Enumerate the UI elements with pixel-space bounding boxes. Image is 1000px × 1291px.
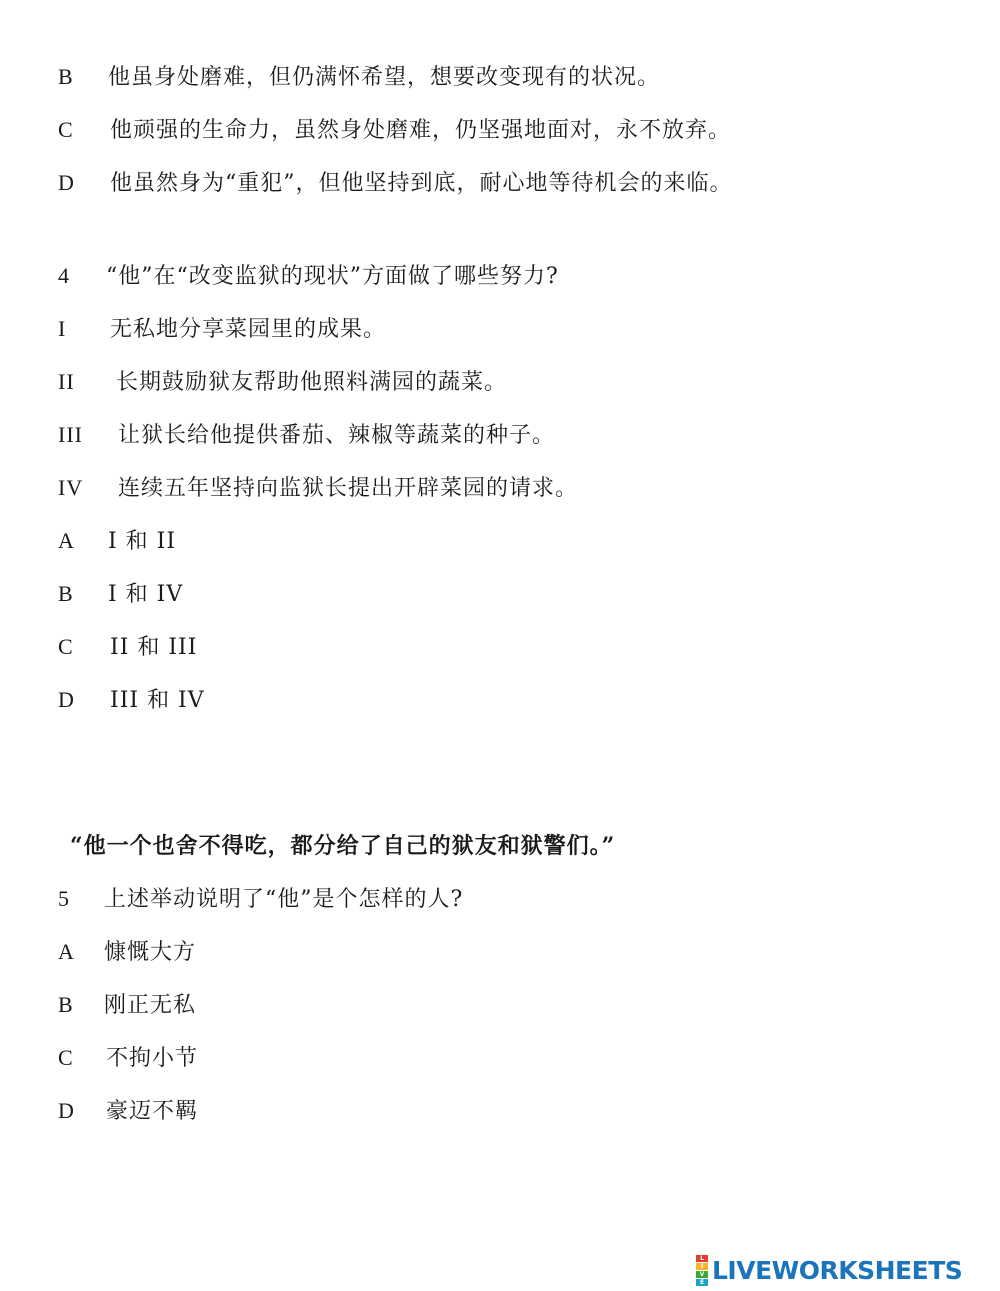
logo-block-l: L [696,1255,708,1262]
q4-number: 4 [58,263,70,288]
q5-question-text: 上述举动说明了“他”是个怎样的人? [104,887,464,912]
q4-option-c-label: C [58,634,74,659]
q5-option-c[interactable] [58,1043,198,1074]
q4-statement-iii [58,420,555,451]
logo-block-v: V [696,1271,708,1278]
q4-statement-iv-text: 连续五年坚持向监狱长提出开辟菜园的请求。 [118,476,579,501]
q4-statement-ii-text: 长期鼓励狱友帮助他照料满园的蔬菜。 [116,370,508,395]
q4-option-d-label: D [58,687,75,712]
liveworksheets-logo [696,1255,962,1285]
q4-question [58,261,559,292]
q4-statement-i-label: I [58,316,67,341]
q5-option-b-text: 刚正无私 [104,993,197,1018]
q4-option-b-text: I 和 IV [108,582,184,607]
q4-option-d[interactable] [58,685,205,716]
q4-statement-ii [58,367,507,398]
q3-option-b-label: B [58,64,74,89]
q5-option-a[interactable] [58,937,196,968]
q3-option-c [58,115,731,146]
q4-statement-iv [58,473,578,504]
q5-option-a-text: 慷慨大方 [104,940,197,965]
logo-text: LIVEWORKSHEETS [712,1255,963,1285]
q4-option-a[interactable] [58,526,176,557]
q4-option-c[interactable] [58,632,197,663]
q4-statement-iii-text: 让狱长给他提供番茄、辣椒等蔬菜的种子。 [118,423,556,448]
q4-question-text: “他”在“改变监狱的现状”方面做了哪些努力? [106,264,559,289]
q3-option-d-label: D [58,170,75,195]
q5-number: 5 [58,886,70,911]
q4-statement-iii-label: III [58,422,83,447]
q4-option-b[interactable] [58,579,183,610]
q4-statement-iv-label: IV [58,475,84,500]
q5-option-b[interactable] [58,990,196,1021]
q4-statement-i-text: 无私地分享菜园里的成果。 [110,317,387,342]
q5-option-c-label: C [58,1045,74,1070]
q5-option-d[interactable] [58,1096,198,1127]
q4-statement-ii-label: II [58,369,75,394]
q4-option-d-text: III 和 IV [110,688,205,713]
q3-option-d [58,168,733,199]
q5-option-d-text: 豪迈不羁 [106,1099,199,1124]
q5-option-b-label: B [58,992,74,1017]
q5-question [58,884,463,915]
logo-blocks-icon [696,1254,708,1286]
logo-block-i: I [696,1263,708,1270]
q5-quote: “他一个也舍不得吃，都分给了自己的狱友和狱警们。” [70,833,616,859]
q4-option-c-text: II 和 III [110,635,198,660]
q3-option-b [58,62,660,93]
q5-option-d-label: D [58,1098,75,1123]
q3-option-c-text: 他顽强的生命力，虽然身处磨难，仍坚强地面对，永不放弃。 [110,118,732,143]
q3-option-d-text: 他虽然身为“重犯”，但他坚持到底，耐心地等待机会的来临。 [110,171,733,196]
q5-option-c-text: 不拘小节 [106,1046,199,1071]
q3-option-c-label: C [58,117,74,142]
q3-option-b-text: 他虽身处磨难，但仍满怀希望，想要改变现有的状况。 [108,65,661,90]
q4-option-a-label: A [58,528,75,553]
logo-block-e: E [696,1279,708,1286]
q4-statement-i [58,314,386,345]
q4-option-b-label: B [58,581,74,606]
q5-option-a-label: A [58,939,75,964]
q4-option-a-text: I 和 II [108,529,177,554]
